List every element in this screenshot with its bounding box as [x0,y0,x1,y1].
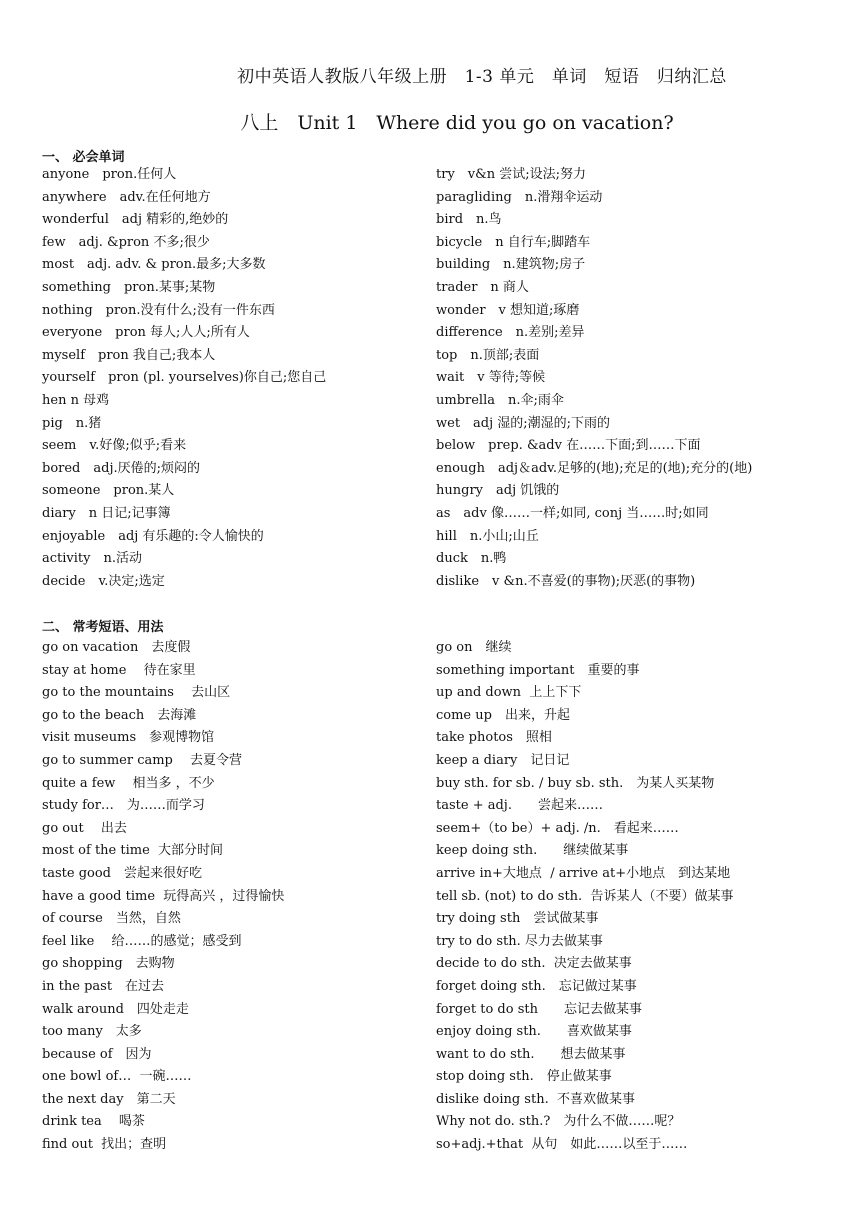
phrase-list-right [436,637,733,1157]
word-entry: below prep. &adv 在……下面;到……下面 [436,438,701,454]
word-entry: nothing pron.没有什么;没有一件东西 [42,302,275,318]
word-entry: wait v 等待;等候 [436,370,546,386]
word-entry: wet adj 湿的;潮湿的;下雨的 [436,415,611,431]
word-entry: wonderful adj 精彩的,绝妙的 [42,212,229,228]
phrase-entry: keep a diary 记日记 [436,752,570,768]
word-entry: wonder v 想知道;琢磨 [436,302,580,318]
phrase-entry: the next day 第二天 [42,1091,176,1107]
phrase-entry: try doing sth 尝试做某事 [436,911,599,927]
word-entry: as adv 像……一样;如同, conj 当……时;如同 [436,505,709,521]
word-entry: bird n.鸟 [436,212,502,228]
phrase-entry: visit museums 参观博物馆 [42,730,215,746]
phrase-entry: stop doing sth. 停止做某事 [436,1069,612,1085]
phrase-entry: tell sb. (not) to do sth. 告诉某人（不要）做某事 [436,888,734,904]
phrase-entry: take photos 照相 [436,730,552,746]
phrase-entry: so+adj.+that 从句 如此……以至于…… [436,1137,688,1153]
phrase-entry: quite a few 相当多 ，不少 [42,775,215,791]
phrase-entry: keep doing sth. 继续做某事 [436,843,629,859]
phrase-entry: up and down 上上下下 [436,685,582,701]
phrase-entry: study for… 为……而学习 [42,798,205,814]
phrase-entry: decide to do sth. 决定去做某事 [436,956,632,972]
section-heading-phrases: 二、 常考短语、用法 [42,620,164,635]
word-entry: bicycle n 自行车;脚踏车 [436,234,591,250]
phrase-entry: because of 因为 [42,1046,152,1062]
word-entry: umbrella n.伞;雨伞 [436,392,564,408]
phrase-entry: enjoy doing sth. 喜欢做某事 [436,1024,632,1040]
phrase-entry: taste good 尝起来很好吃 [42,865,202,881]
phrase-entry: something important 重要的事 [436,662,640,678]
word-entry: everyone pron 每人;人人;所有人 [42,325,250,341]
word-entry: difference n.差别;差异 [436,325,585,341]
word-entry: top n.顶部;表面 [436,347,540,363]
word-entry: someone pron.某人 [42,483,175,499]
phrase-entry: go shopping 去购物 [42,956,175,972]
word-entry: bored adj.厌倦的;烦闷的 [42,460,200,476]
phrase-entry: of course 当然，自然 [42,911,181,927]
word-entry: decide v.决定;选定 [42,573,165,589]
phrase-entry: drink tea 喝茶 [42,1114,145,1130]
phrase-entry: go to the beach 去海滩 [42,707,197,723]
phrase-entry: find out 找出；查明 [42,1137,167,1153]
word-entry: myself pron 我自己;我本人 [42,347,216,363]
word-entry: paragliding n.滑翔伞运动 [436,189,603,205]
word-entry: hungry adj 饥饿的 [436,483,560,499]
word-entry: activity n.活动 [42,551,142,567]
phrase-entry: seem+（to be）+ adj. /n. 看起来…… [436,820,679,836]
phrase-entry: want to do sth. 想去做某事 [436,1046,626,1062]
unit-title: 八上 Unit 1 Where did you go on vacation? [240,112,674,134]
word-entry: pig n.猪 [42,415,102,431]
phrase-entry: feel like 给……的感觉；感受到 [42,933,242,949]
word-entry: enough adj＆adv.足够的(地);充足的(地);充分的(地) [436,460,753,476]
phrase-entry: buy sth. for sb. / buy sb. sth. 为某人买某物 [436,775,715,791]
phrase-entry: go on vacation 去度假 [42,640,191,655]
word-entry: building n.建筑物;房子 [436,257,586,273]
word-entry: few adj. &pron 不多;很少 [42,234,210,250]
word-entry: most adj. adv. & pron.最多;大多数 [42,257,266,273]
word-list-left [42,164,326,593]
word-entry: enjoyable adj 有乐趣的:令人愉快的 [42,528,264,544]
phrase-entry: walk around 四处走走 [42,1001,189,1017]
phrase-entry: have a good time 玩得高兴 ，过得愉快 [42,888,285,904]
document-title: 初中英语人教版八年级上册 1-3 单元 单词 短语 归纳汇总 [237,67,727,87]
phrase-entry: stay at home 待在家里 [42,662,196,678]
word-entry: seem v.好像;似乎;看来 [42,438,187,454]
word-entry: trader n 商人 [436,279,529,295]
phrase-entry: forget doing sth. 忘记做过某事 [436,978,637,994]
word-entry: diary n 日记;记事簿 [42,505,171,521]
word-entry: anywhere adv.在任何地方 [42,189,211,205]
phrase-entry: go to the mountains 去山区 [42,685,231,701]
section-heading-words: 一、 必会单词 [42,150,125,165]
phrase-entry: arrive in+大地点 / arrive at+小地点 到达某地 [436,865,731,881]
phrase-entry: try to do sth. 尽力去做某事 [436,933,603,949]
phrase-list-left [42,637,284,1157]
word-entry: yourself pron (pl. yourselves)你自己;您自己 [42,370,327,386]
phrase-entry: too many 太多 [42,1024,142,1040]
phrase-entry: in the past 在过去 [42,978,165,994]
word-entry: anyone pron.任何人 [42,167,177,182]
phrase-entry: go to summer camp 去夏令营 [42,752,243,768]
word-entry: hen n 母鸡 [42,392,110,408]
phrase-entry: forget to do sth 忘记去做某事 [436,1001,642,1017]
phrase-entry: dislike doing sth. 不喜欢做某事 [436,1091,635,1107]
phrase-entry: go on 继续 [436,640,512,655]
phrase-entry: taste + adj. 尝起来…… [436,798,603,814]
phrase-entry: one bowl of… 一碗…… [42,1069,192,1085]
phrase-entry: go out 出去 [42,820,127,836]
word-entry: try v&n 尝试;设法;努力 [436,167,586,182]
word-entry: dislike v &n.不喜爱(的事物);厌恶(的事物) [436,573,696,589]
word-entry: hill n.小山;山丘 [436,528,539,544]
word-entry: something pron.某事;某物 [42,279,216,295]
phrase-entry: come up 出来，升起 [436,707,570,723]
phrase-entry: Why not do. sth.? 为什么不做……呢？ [436,1114,681,1130]
phrase-entry: most of the time 大部分时间 [42,843,224,859]
word-list-right [436,164,752,593]
word-entry: duck n.鸭 [436,551,507,567]
